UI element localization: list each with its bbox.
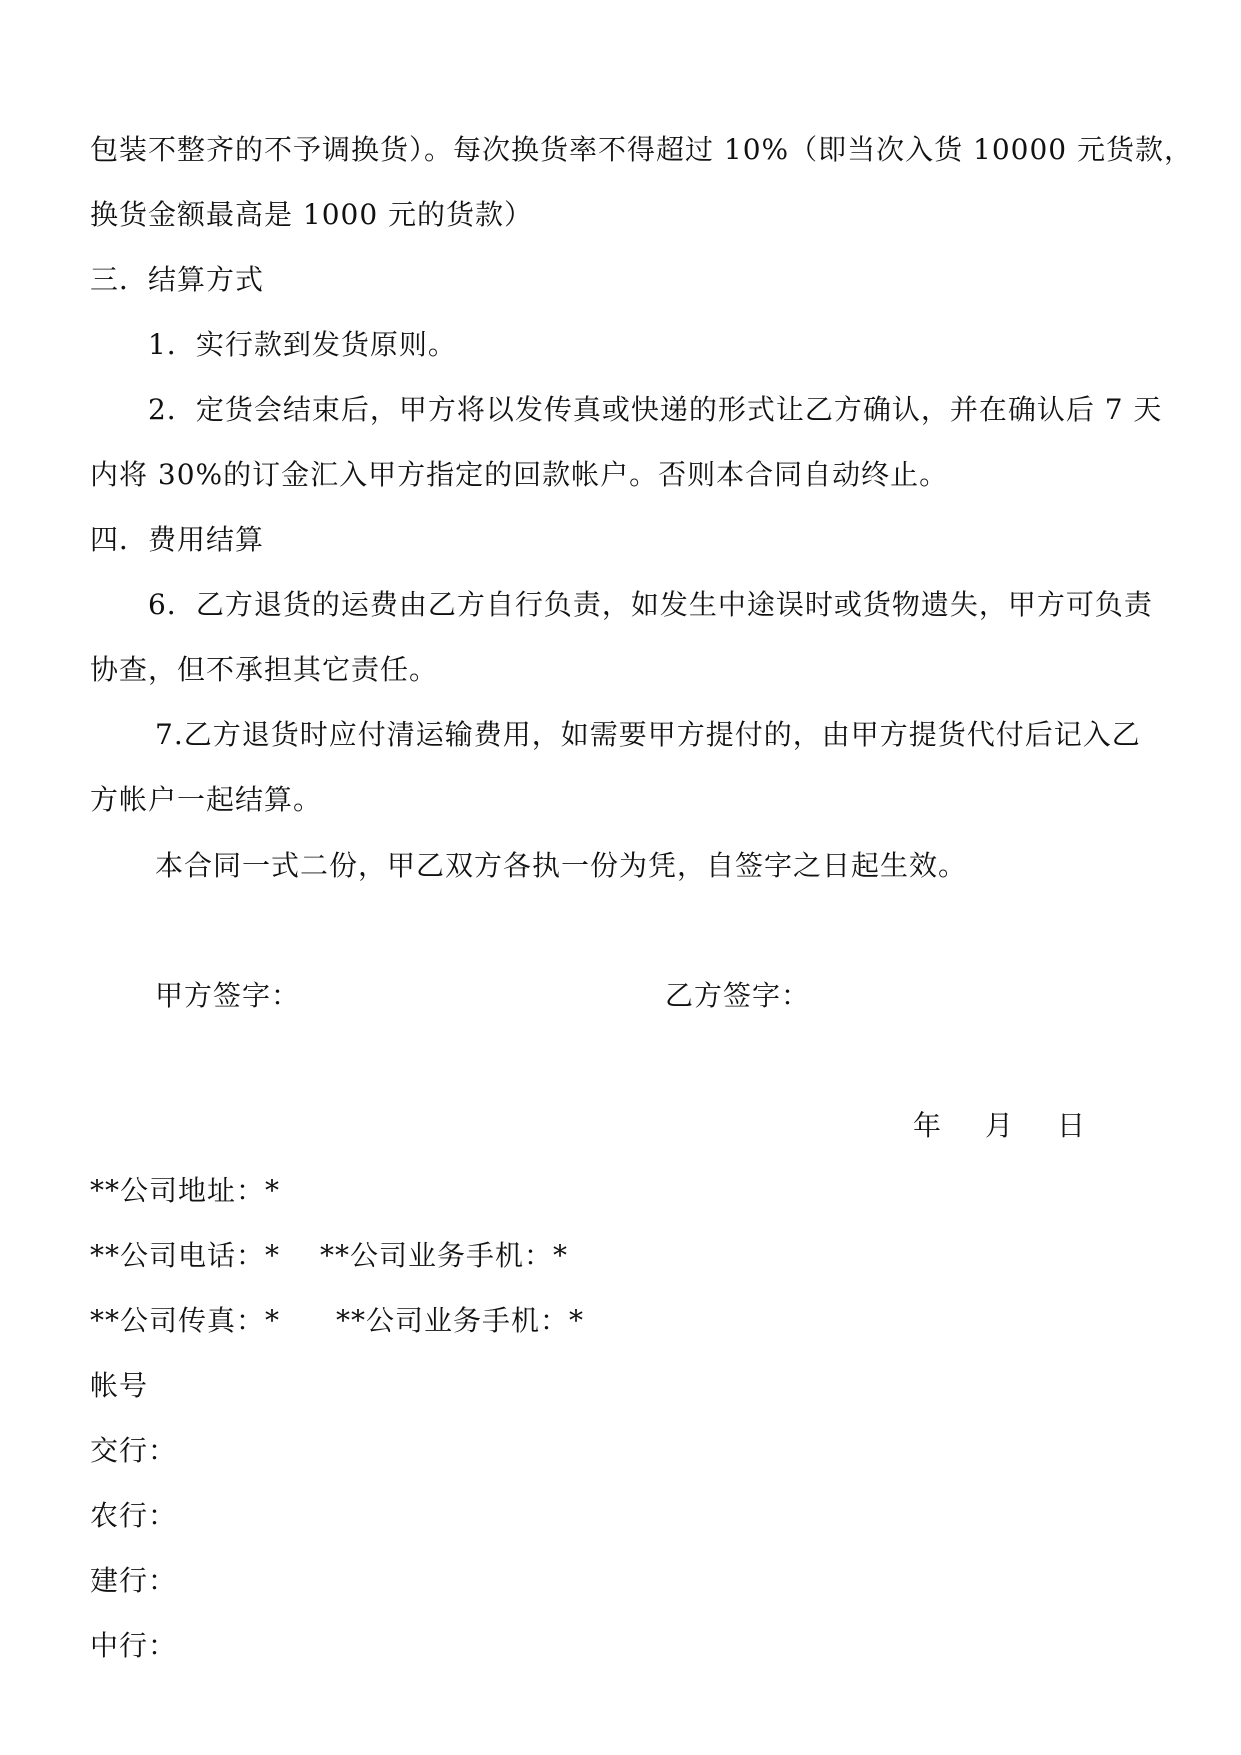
paragraph-line: 包装不整齐的不予调换货）。每次换货率不得超过 10%（即当次入货 10000 元货款， [90,133,1194,166]
company-phone-row [90,1236,568,1276]
section-heading-settlement: 三．结算方式 [90,263,265,296]
bank-comm-label: 交行： [90,1434,178,1467]
paragraph-line: 方帐户一起结算。 [90,783,323,816]
section-heading-fees: 四．费用结算 [90,523,265,556]
company-mobile: **公司业务手机：* [320,1239,569,1272]
account-label: 帐号 [90,1369,149,1402]
company-fax: **公司传真：* [90,1304,281,1337]
paragraph-line: 协查，但不承担其它责任。 [90,653,439,686]
party-b-signature-label: 乙方签字： [665,979,811,1012]
bank-const-label: 建行： [90,1564,178,1597]
company-phone: **公司电话：* [90,1239,281,1272]
party-a-signature-label: 甲方签字： [155,979,301,1012]
bank-agri-label: 农行： [90,1499,178,1532]
date-line [913,1106,1085,1146]
bank-china-label: 中行： [90,1629,178,1662]
date-month: 月 [985,1109,1014,1142]
date-year: 年 [913,1109,942,1142]
paragraph-line: 换货金额最高是 1000 元的货款） [90,198,534,231]
closing-statement: 本合同一式二份，甲乙双方各执一份为凭，自签字之日起生效。 [155,849,968,882]
company-address: **公司地址：* [90,1174,281,1207]
clause-item: 1．实行款到发货原则。 [148,328,457,361]
paragraph-line: 内将 30%的订金汇入甲方指定的回款帐户。否则本合同自动终止。 [90,458,949,491]
date-day: 日 [1057,1109,1086,1142]
company-mobile: **公司业务手机：* [336,1304,585,1337]
company-fax-row [90,1301,584,1341]
clause-item: 2．定货会结束后，甲方将以发传真或快递的形式让乙方确认，并在确认后 7 天 [148,393,1163,426]
clause-item: 6．乙方退货的运费由乙方自行负责，如发生中途误时或货物遗失，甲方可负责 [148,588,1153,621]
clause-item: 7.乙方退货时应付清运输费用，如需要甲方提付的，由甲方提货代付后记入乙 [155,718,1141,751]
